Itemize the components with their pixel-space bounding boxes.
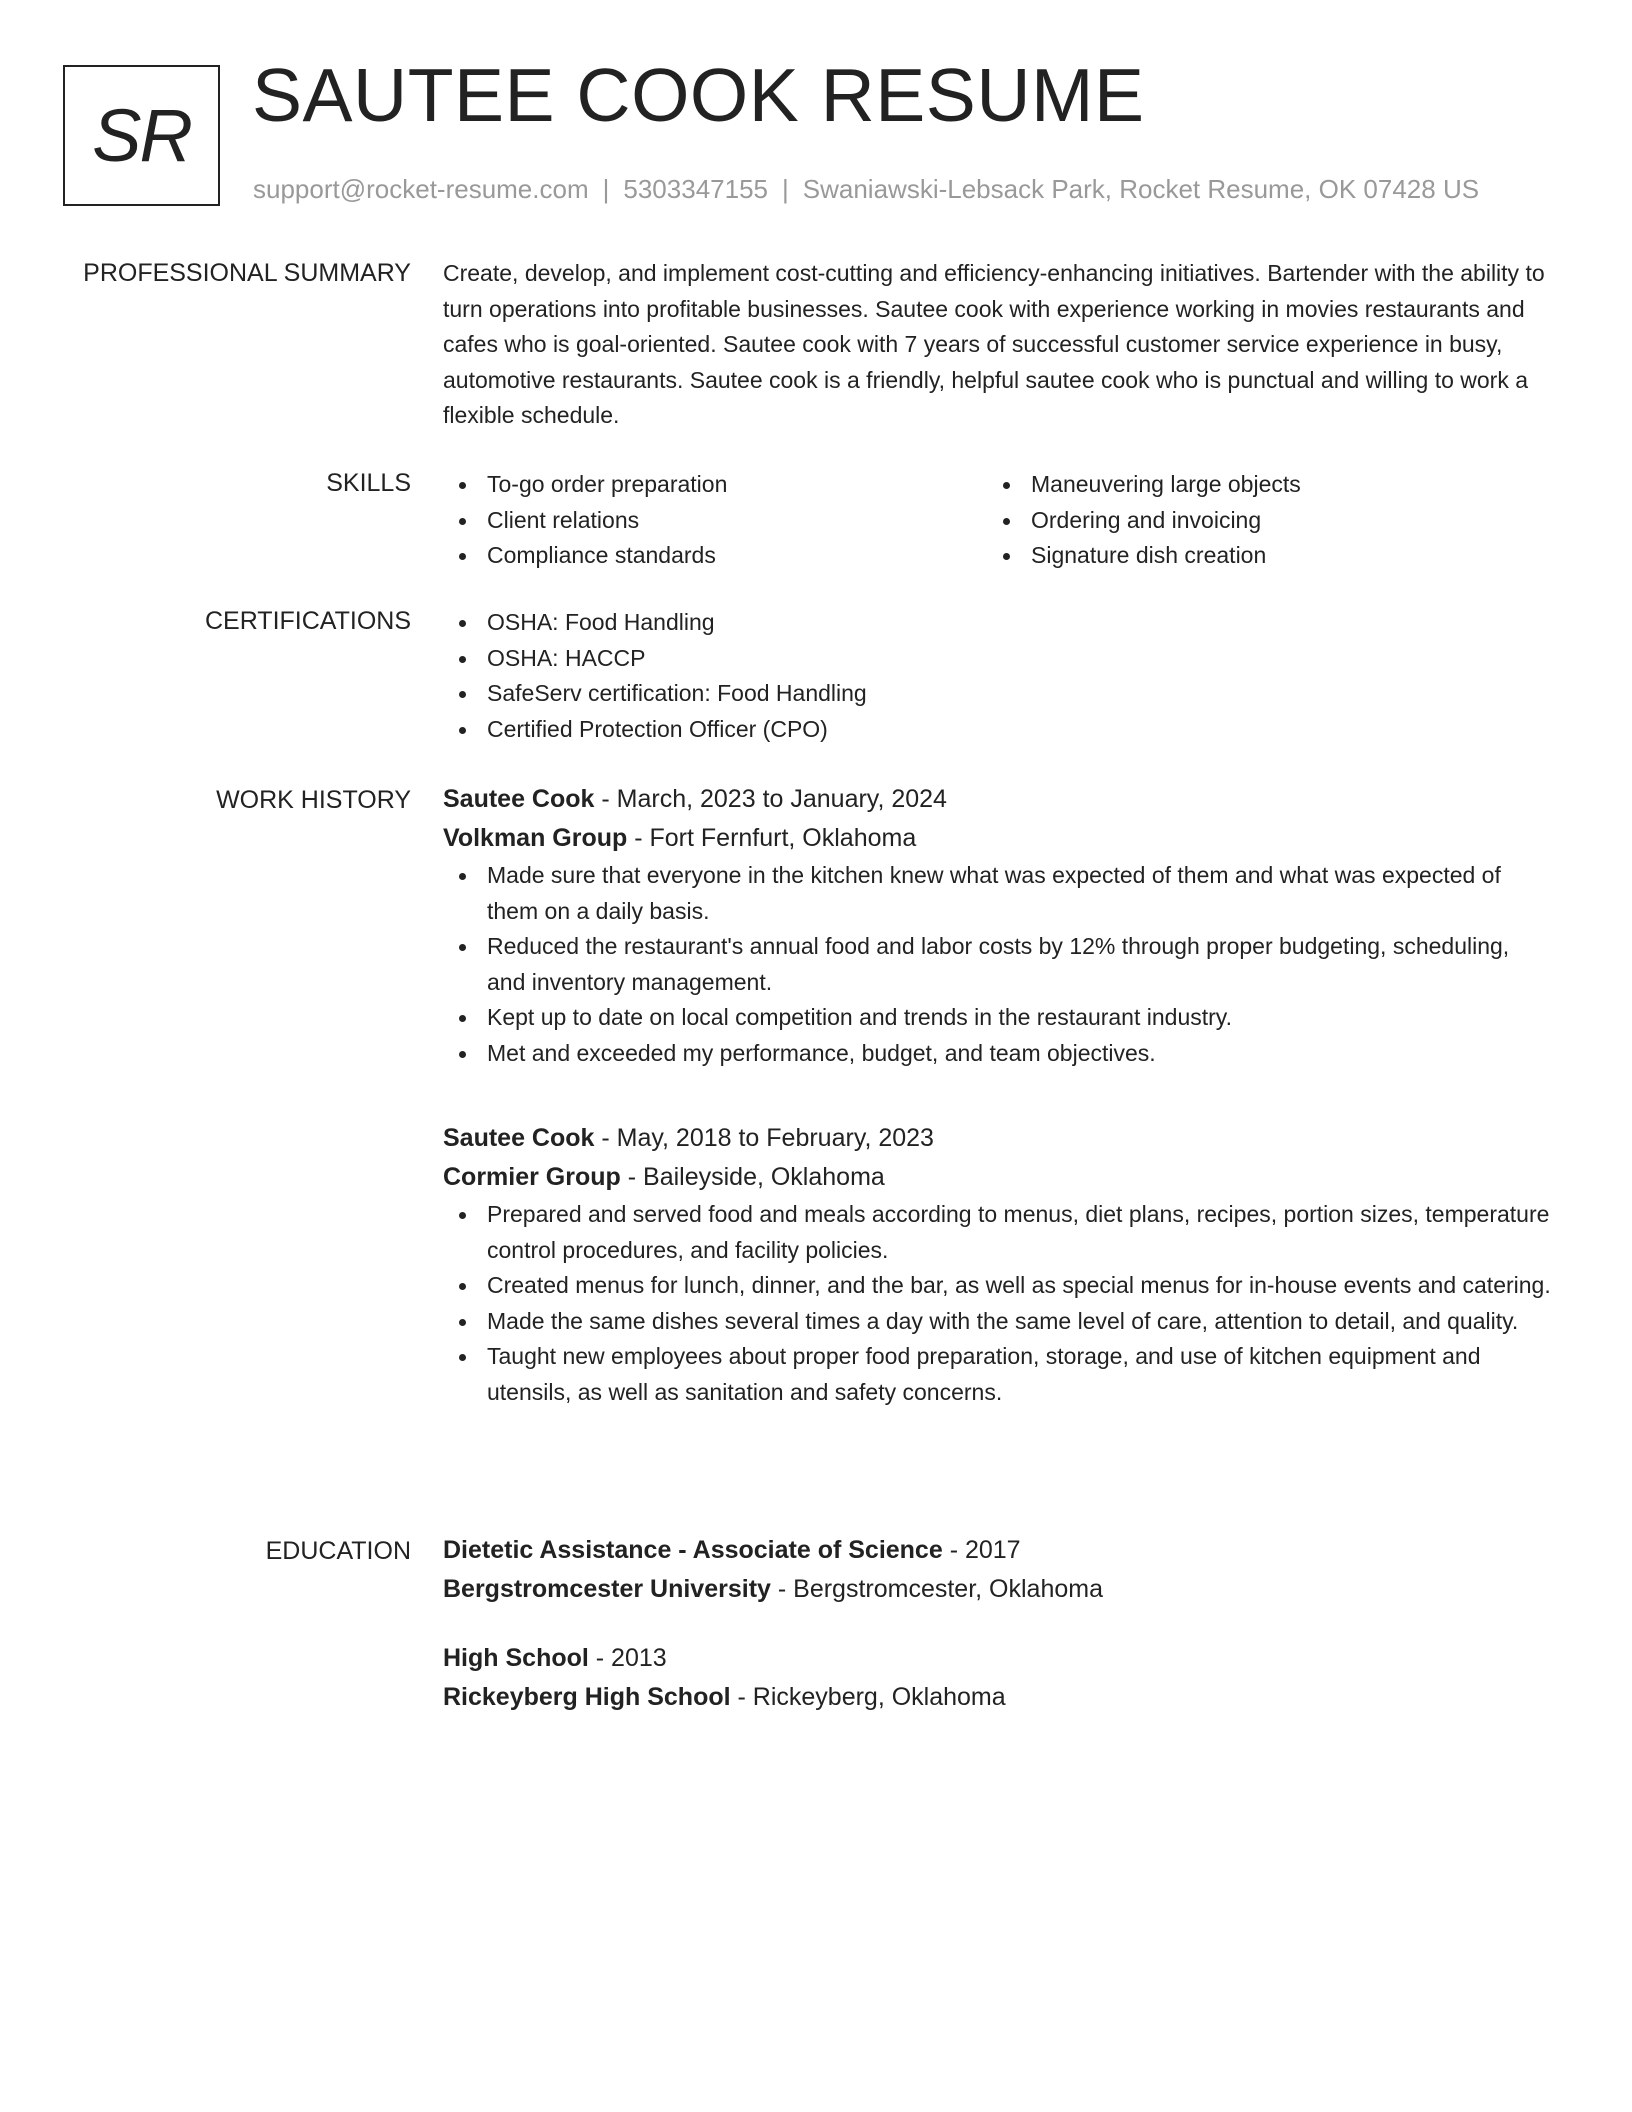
job-company: Cormier Group: [443, 1163, 621, 1191]
certifications-list: [443, 605, 1553, 747]
list-item: To-go order preparation: [443, 467, 987, 503]
list-item: Compliance standards: [443, 538, 987, 574]
job-title: Sautee Cook: [443, 785, 595, 813]
job-title: Sautee Cook: [443, 1124, 595, 1152]
list-item: Prepared and served food and meals according to menus, diet plans, recipes, portion sizes, temperature control procedures, and facility policies.: [443, 1197, 1553, 1268]
job-bullets: [443, 1197, 1553, 1410]
education-school-line: [443, 1570, 1553, 1609]
list-item: Ordering and invoicing: [987, 503, 1531, 539]
list-item: Taught new employees about proper food preparation, storage, and use of kitchen equipment and utensils, as well as sanitation and safety concerns.: [443, 1339, 1553, 1410]
list-item: Made the same dishes several times a day with the same level of care, attention to detail, and quality.: [443, 1304, 1553, 1340]
list-item: OSHA: Food Handling: [443, 605, 1553, 641]
monogram-initials: SR: [92, 93, 191, 177]
job-company-line: [443, 1158, 1553, 1197]
list-item: Created menus for lunch, dinner, and the bar, as well as special menus for in-house events and catering.: [443, 1268, 1553, 1304]
education-entry: [443, 1531, 1553, 1609]
skills-column-1: [443, 467, 987, 574]
resume-title: SAUTEE COOK RESUME: [252, 53, 1145, 137]
job-dates: - March, 2023 to January, 2024: [594, 785, 947, 813]
job-title-line: [443, 1119, 1553, 1158]
section-label-summary: PROFESSIONAL SUMMARY: [83, 259, 411, 287]
job-company-line: [443, 819, 1553, 858]
section-label-skills: SKILLS: [326, 469, 411, 497]
education-school-line: [443, 1678, 1553, 1717]
list-item: Reduced the restaurant's annual food and labor costs by 12% through proper budgeting, scheduling, and inventory management.: [443, 929, 1553, 1000]
education-year: - 2013: [588, 1644, 667, 1672]
job-title-line: [443, 780, 1553, 819]
job-location: - Baileyside, Oklahoma: [620, 1163, 885, 1191]
job-company: Volkman Group: [443, 824, 628, 852]
section-skills: [443, 467, 1553, 574]
job-entry: [443, 1119, 1553, 1410]
skills-column-2: [987, 467, 1531, 574]
list-item: Client relations: [443, 503, 987, 539]
job-bullets: [443, 858, 1553, 1071]
education-school: Rickeyberg High School: [443, 1683, 731, 1711]
contact-address: Swaniawski-Lebsack Park, Rocket Resume, OK 07428 US: [802, 174, 1480, 204]
list-item: Maneuvering large objects: [987, 467, 1531, 503]
education-degree: Dietetic Assistance - Associate of Science: [443, 1536, 943, 1564]
education-location: - Bergstromcester, Oklahoma: [770, 1575, 1103, 1603]
contact-email: support@rocket-resume.com: [253, 174, 589, 204]
list-item: OSHA: HACCP: [443, 641, 1553, 677]
job-dates: - May, 2018 to February, 2023: [594, 1124, 934, 1152]
list-item: Signature dish creation: [987, 538, 1531, 574]
education-year: - 2017: [942, 1536, 1021, 1564]
list-item: Made sure that everyone in the kitchen knew what was expected of them and what was expected of them on a daily basis.: [443, 858, 1553, 929]
education-school: Bergstromcester University: [443, 1575, 771, 1603]
section-certifications: [443, 605, 1553, 747]
summary-text: Create, develop, and implement cost-cutting and efficiency-enhancing initiatives. Bartender with the ability to turn operations into profitable businesses. Sautee cook with experience working in movies restaurants and cafes who is goal-oriented. Sautee cook with 7 years of successful customer service experience in busy, automotive restaurants. Sautee cook is a friendly, helpful sautee cook who is punctual and willing to work a flexible schedule.: [443, 260, 1545, 428]
education-degree-line: [443, 1639, 1553, 1678]
section-label-work-history: WORK HISTORY: [216, 786, 411, 814]
contact-line: [253, 174, 1479, 205]
job-entry: [443, 780, 1553, 1071]
section-label-certifications: CERTIFICATIONS: [204, 607, 411, 635]
job-location: - Fort Fernfurt, Oklahoma: [627, 824, 917, 852]
section-label-education: EDUCATION: [265, 1537, 411, 1565]
education-degree: High School: [443, 1644, 589, 1672]
monogram-box: [63, 65, 220, 206]
contact-phone: 5303347155: [623, 174, 768, 204]
skills-grid: [443, 467, 1553, 574]
list-item: Kept up to date on local competition and trends in the restaurant industry.: [443, 1000, 1553, 1036]
section-summary: [443, 256, 1553, 434]
contact-separator: |: [602, 174, 610, 204]
contact-separator: |: [782, 174, 789, 204]
education-entry: [443, 1639, 1553, 1717]
list-item: SafeServ certification: Food Handling: [443, 676, 1553, 712]
list-item: Met and exceeded my performance, budget, and team objectives.: [443, 1036, 1553, 1072]
education-degree-line: [443, 1531, 1553, 1570]
list-item: Certified Protection Officer (CPO): [443, 712, 1553, 748]
education-location: - Rickeyberg, Oklahoma: [730, 1683, 1006, 1711]
